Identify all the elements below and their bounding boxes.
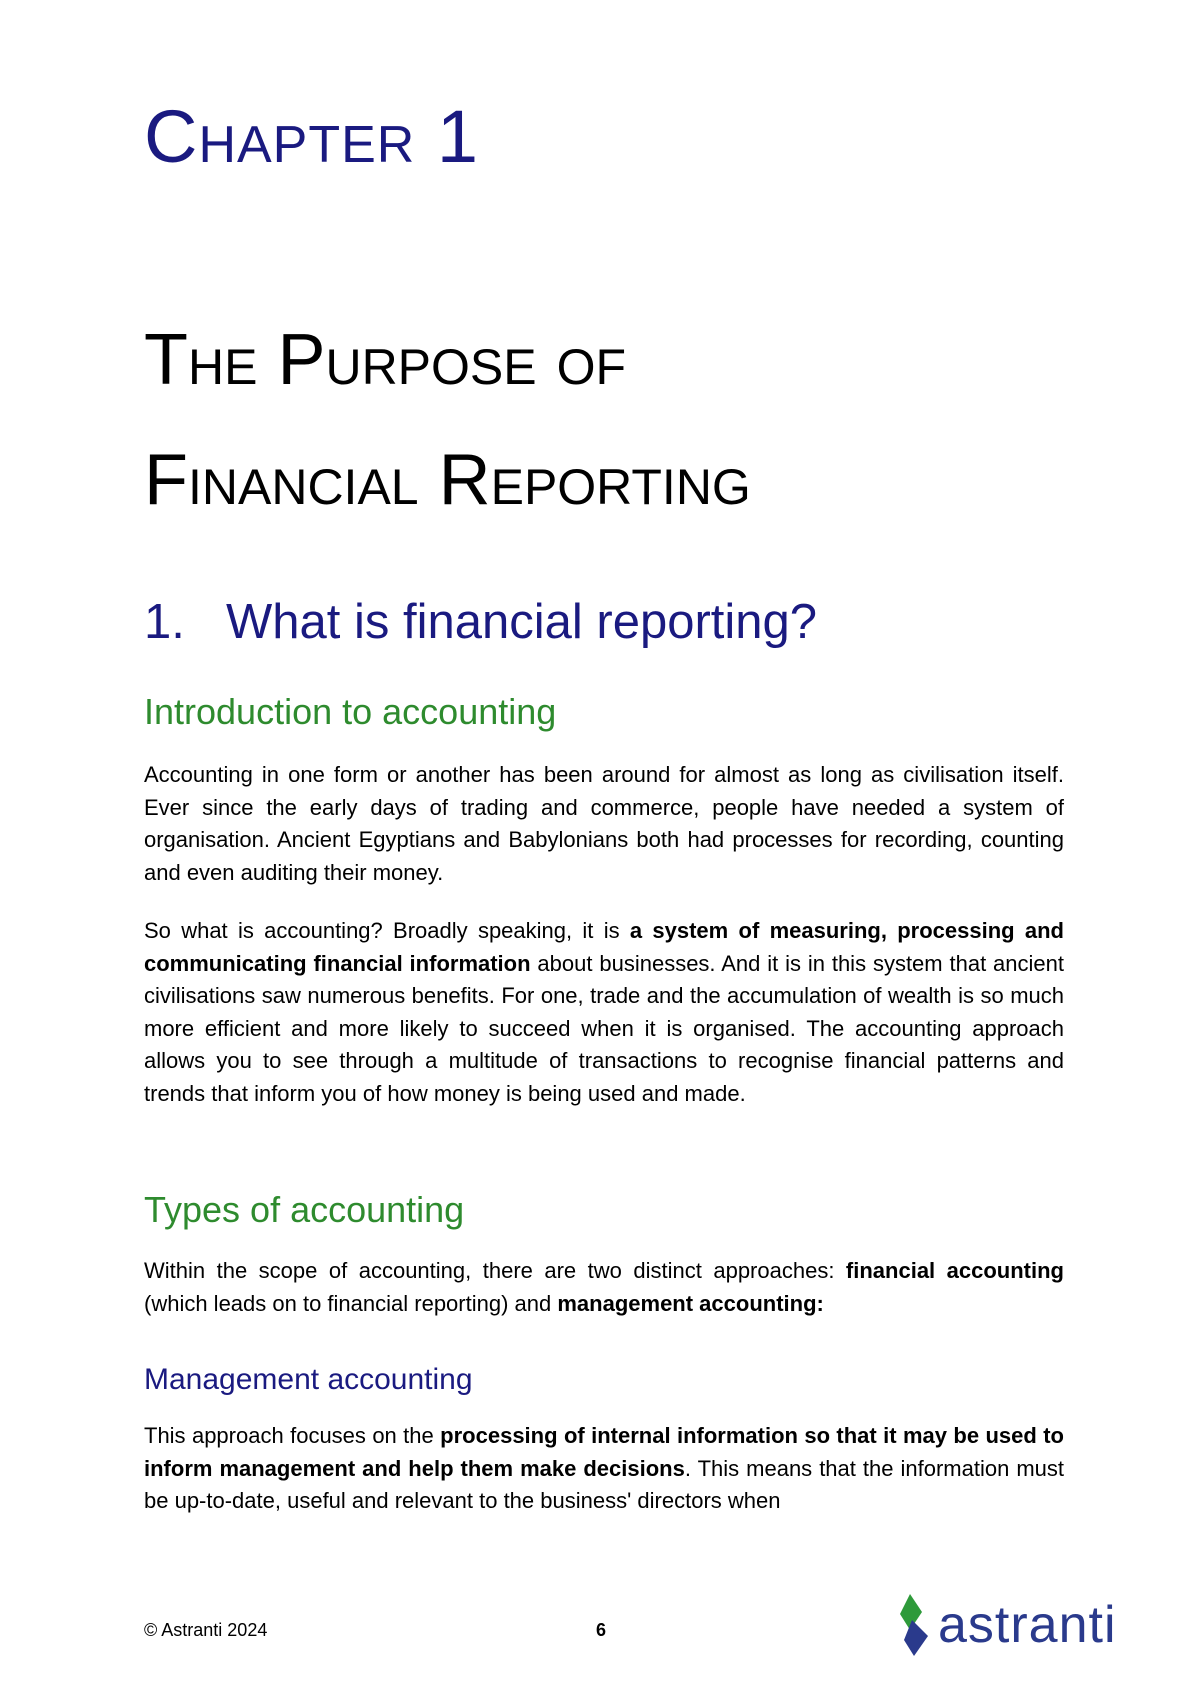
chapter-title (144, 300, 1104, 540)
management-text-b: . This means that the information must be up-to-date, useful and relevant to the business' directors when (144, 1455, 1065, 1513)
management-heading: Management accounting (144, 1363, 473, 1396)
section-heading (144, 596, 817, 650)
section-number: 1. (144, 595, 185, 649)
footer-copyright: © Astranti 2024 (144, 1620, 268, 1640)
intro-p2-bold: a system of measuring, processing and communicating financial information (144, 918, 1064, 976)
chapter-label: Chapter 1 (144, 95, 480, 178)
intro-section (144, 690, 1064, 1110)
types-text-b: (which leads on to financial reporting) and (144, 1290, 558, 1316)
intro-paragraph-2 (144, 915, 1064, 1110)
intro-p2-text-b: about businesses. And it is in this system that ancient civilisations saw numerous benefits. For one, trade and the accumulation of wealth is so much more efficient and more likely to succeed when it is organised. The accounting approach allows you to see through a multitude of transactions to recognise financial patterns and trends that inform you of how money is being used and made. (144, 950, 1064, 1106)
intro-p2-text-a: So what is accounting? Broadly speaking, it is (144, 918, 630, 944)
management-text-a: This approach focuses on the (144, 1423, 441, 1448)
astranti-logo-icon (888, 1592, 934, 1658)
types-heading: Types of accounting (144, 1189, 465, 1230)
section-title: What is financial reporting? (226, 595, 818, 649)
types-paragraph (144, 1255, 1064, 1320)
chapter-title-line2: Financial Reporting (144, 440, 751, 520)
types-text-a: Within the scope of accounting, there are two distinct approaches: (144, 1258, 846, 1284)
management-bold: processing of internal information so that it may be used to inform management and help them make decisions (144, 1423, 1064, 1481)
intro-heading: Introduction to accounting (144, 691, 557, 732)
intro-paragraph-1: Accounting in one form or another has been around for almost as long as civilisation itself. Ever since the early days of trading and commerce, people have needed a system of organisation. Ancient Egyptians and Babylonians both had processes for recording, counting and even auditing their money. (144, 762, 1064, 885)
chapter-title-line1: The Purpose of (144, 320, 627, 400)
types-bold-2: management accounting: (557, 1290, 824, 1316)
footer-page-number: 6 (596, 1620, 607, 1640)
management-section (144, 1362, 1064, 1518)
management-paragraph (144, 1420, 1064, 1518)
types-bold-1: financial accounting (845, 1258, 1064, 1284)
types-section (144, 1188, 1064, 1320)
astranti-logo (888, 1590, 1117, 1660)
astranti-logo-text: astranti (938, 1596, 1117, 1654)
